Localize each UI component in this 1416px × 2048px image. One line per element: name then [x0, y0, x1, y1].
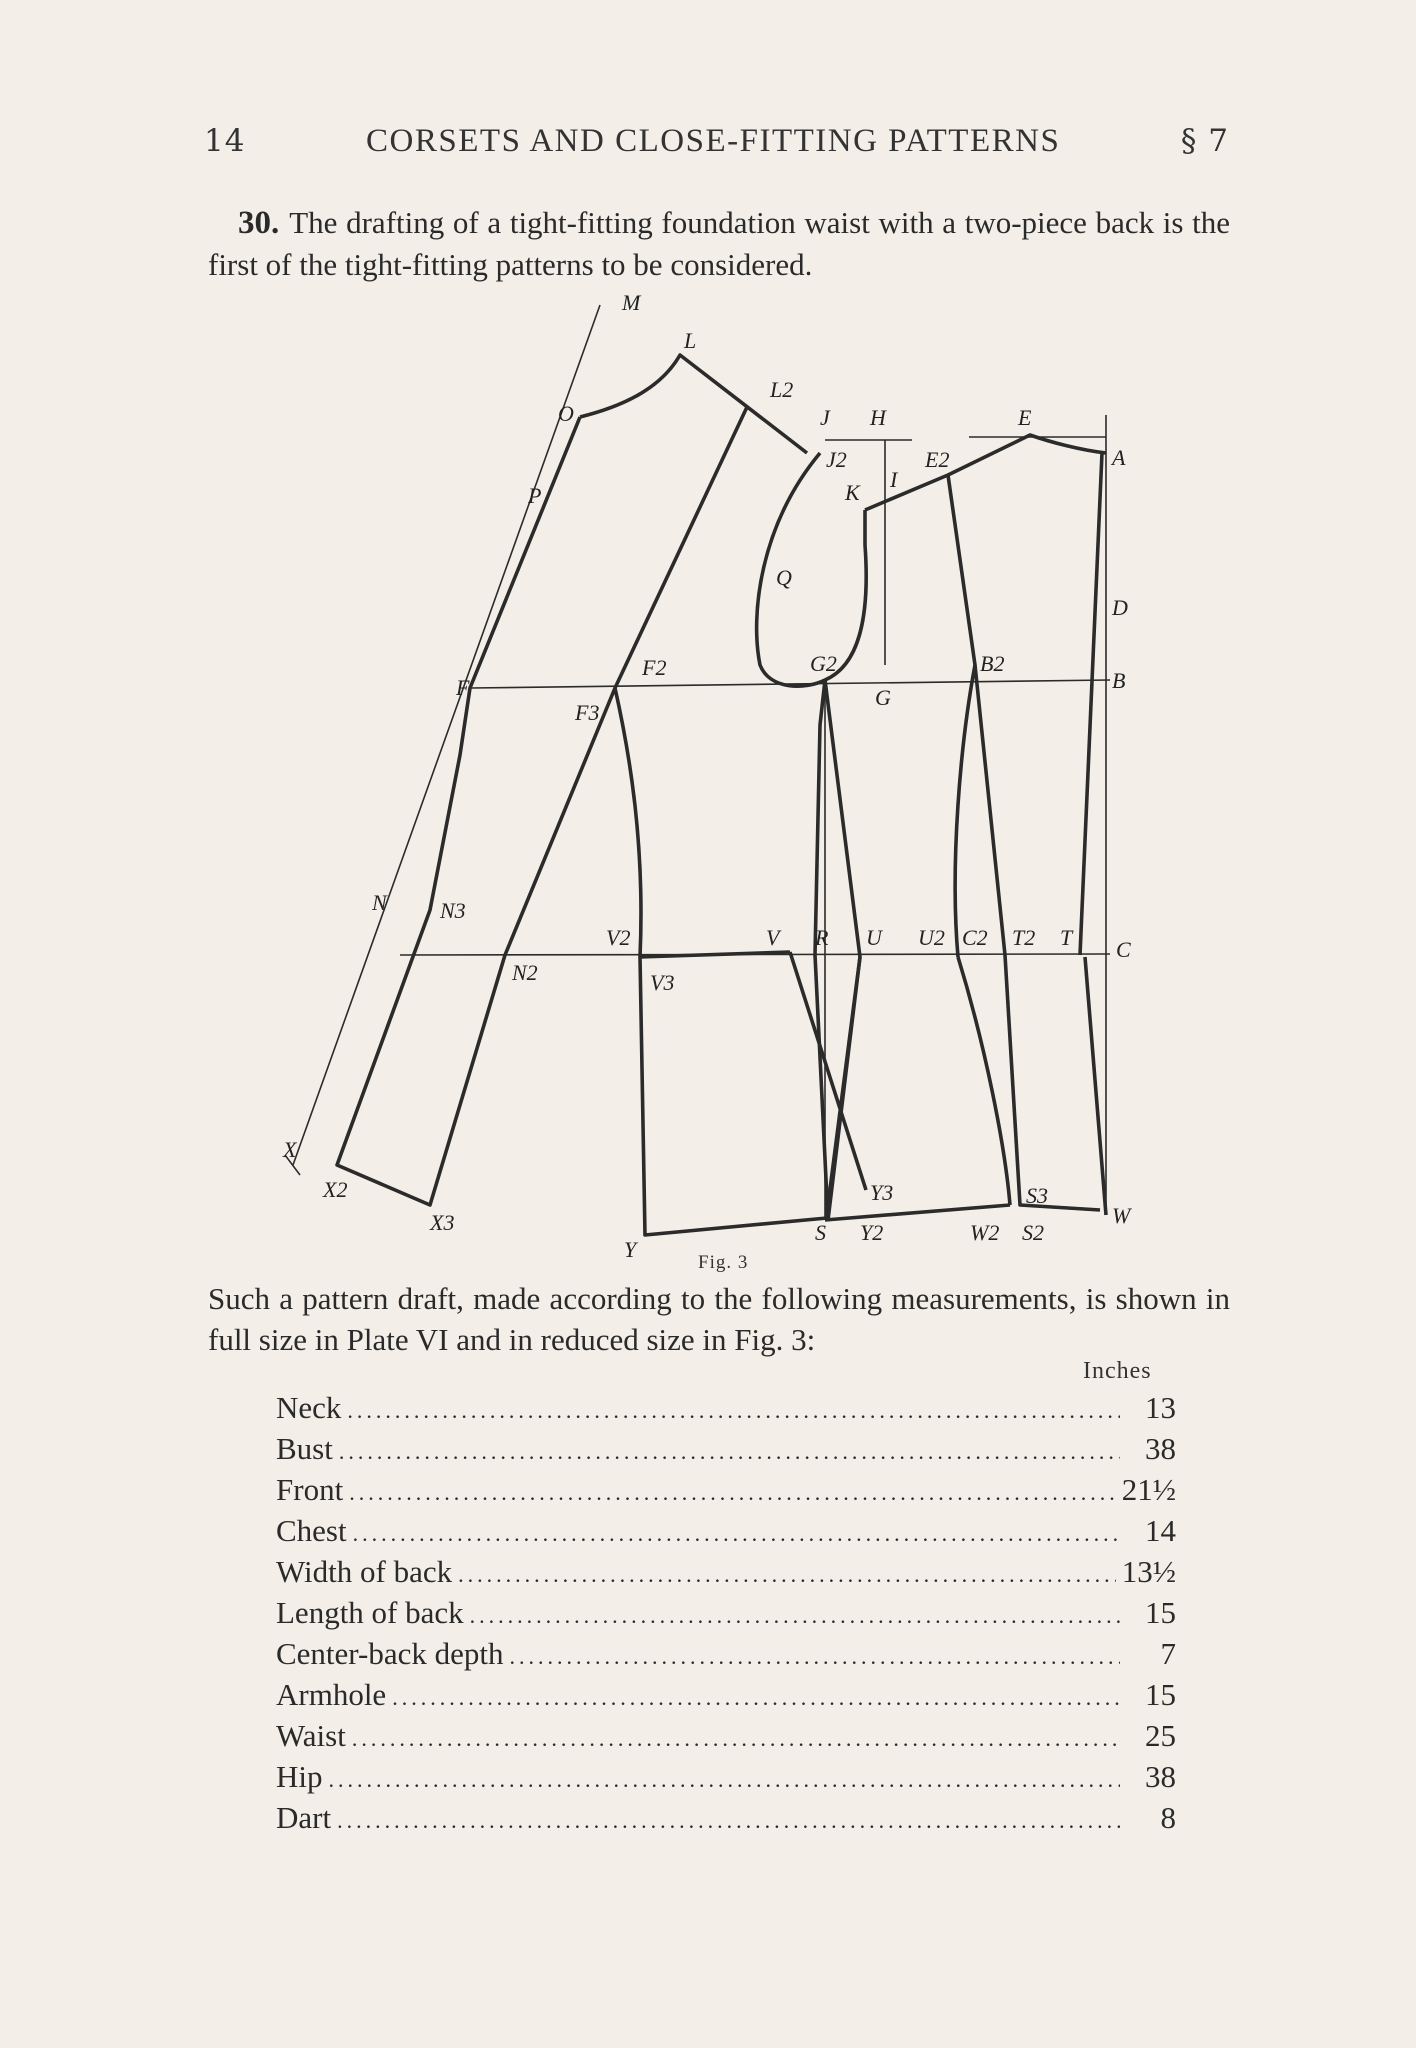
label-g: G [875, 685, 891, 710]
back-piece-outline [337, 407, 747, 1205]
page-header [204, 118, 1229, 164]
label-y2: Y2 [860, 1220, 884, 1245]
label-c2: C2 [962, 925, 988, 950]
measurement-row [276, 1677, 1176, 1718]
measurement-row [276, 1718, 1176, 1759]
intro-paragraph [208, 202, 1230, 285]
measurement-value: 13 [1145, 1390, 1176, 1425]
label-n: N [372, 890, 387, 915]
label-j2: J2 [826, 447, 847, 472]
label-u: U [866, 925, 882, 950]
units-heading: Inches [1083, 1358, 1152, 1384]
measurement-value: 15 [1145, 1595, 1176, 1630]
side-back-waist [640, 952, 790, 957]
measurement-row [276, 1472, 1176, 1513]
label-h: H [870, 405, 886, 430]
figure-caption: Fig. 3 [698, 1252, 749, 1273]
measurement-value: 38 [1145, 1431, 1176, 1466]
article-number: 30. [238, 205, 280, 241]
leader-dots [349, 1480, 1116, 1506]
measurement-name: Waist [276, 1718, 346, 1753]
measurements-table [276, 1390, 1176, 1841]
label-d: D [1112, 595, 1128, 620]
label-y: Y [624, 1237, 637, 1262]
label-v: V [766, 925, 780, 950]
front-edge [1080, 453, 1102, 955]
measurement-row [276, 1800, 1176, 1841]
label-r: R [815, 925, 829, 950]
underarm-left [815, 680, 828, 1220]
label-a: A [1112, 445, 1126, 470]
label-p: P [528, 483, 542, 508]
label-k: K [845, 480, 860, 505]
measurement-row [276, 1431, 1176, 1472]
measurement-name: Hip [276, 1759, 323, 1794]
label-i: I [890, 467, 898, 492]
label-x: X [283, 1137, 297, 1162]
label-q: Q [776, 565, 792, 590]
intro-text: The drafting of a tight-fitting foundation waist with a two-piece back is the first of the tight-fitting patterns to be considered. [208, 205, 1230, 282]
leader-dots [470, 1603, 1120, 1629]
measurement-row [276, 1390, 1176, 1431]
label-t: T [1060, 925, 1073, 950]
measurement-name: Front [276, 1472, 344, 1507]
section-mark: § 7 [1180, 123, 1229, 159]
measurement-row [276, 1595, 1176, 1636]
measurement-row [276, 1554, 1176, 1595]
front-dart-lower [958, 957, 1010, 1205]
leader-dots [339, 1439, 1120, 1465]
running-title: CORSETS AND CLOSE-FITTING PATTERNS [366, 122, 1061, 159]
label-x3: X3 [430, 1210, 455, 1235]
construction-line-mx [293, 305, 600, 1165]
label-e: E [1018, 405, 1032, 430]
leader-dots [329, 1767, 1121, 1793]
label-u2: U2 [918, 925, 945, 950]
pattern-draft-diagram [0, 285, 1416, 1275]
point-labels [282, 290, 1132, 1262]
label-v2: V2 [606, 925, 631, 950]
measurement-value: 21½ [1121, 1472, 1176, 1507]
label-n2: N2 [512, 960, 538, 985]
measurements-intro: Such a pattern draft, made according to the following measurements, is shown in full size in Plate VI and in reduced size in Fig. 3: [208, 1281, 1230, 1357]
side-back-outline [615, 688, 827, 1235]
pattern-figure [0, 285, 1416, 1275]
leader-dots [458, 1562, 1116, 1588]
label-o: O [558, 401, 574, 426]
measurement-value: 8 [1160, 1800, 1176, 1835]
leader-dots [337, 1808, 1120, 1834]
label-s2: S2 [1022, 1220, 1044, 1245]
measurement-value: 13½ [1121, 1554, 1176, 1589]
label-f: F [456, 675, 470, 700]
label-b2: B2 [980, 651, 1005, 676]
leader-dots [352, 1726, 1120, 1752]
leader-dots [347, 1398, 1120, 1424]
label-t2: T2 [1012, 925, 1036, 950]
leader-dots [353, 1521, 1120, 1547]
label-s3: S3 [1026, 1183, 1048, 1208]
measurement-name: Length of back [276, 1595, 464, 1630]
label-b: B [1112, 668, 1126, 693]
measurement-name: Bust [276, 1431, 333, 1466]
label-g2: G2 [810, 651, 837, 676]
label-e2: E2 [925, 447, 950, 472]
center-front-lower [1085, 957, 1106, 1215]
measurement-row [276, 1513, 1176, 1554]
label-c: C [1116, 937, 1131, 962]
label-y3: Y3 [870, 1180, 894, 1205]
measurement-value: 14 [1145, 1513, 1176, 1548]
front-outline [865, 475, 1100, 1210]
leader-dots [392, 1685, 1120, 1711]
leader-dots [509, 1644, 1120, 1670]
measurement-name: Neck [276, 1390, 342, 1425]
measurement-name: Center-back depth [276, 1636, 504, 1671]
label-w2: W2 [970, 1220, 1000, 1245]
measurement-value: 25 [1145, 1718, 1176, 1753]
measurement-value: 7 [1160, 1636, 1176, 1671]
measurement-name: Width of back [276, 1554, 453, 1589]
front-hem [825, 1205, 1010, 1220]
page-number: 14 [204, 123, 246, 159]
label-f2: F2 [642, 655, 667, 680]
measurement-row [276, 1636, 1176, 1677]
label-l: L [684, 328, 697, 353]
measurement-value: 15 [1145, 1677, 1176, 1712]
pattern-outlines [337, 355, 1106, 1235]
side-seam-cross-2 [826, 957, 860, 1220]
label-j: J [820, 405, 830, 430]
label-x2: X2 [323, 1177, 348, 1202]
label-l2: L2 [770, 377, 794, 402]
measurement-name: Armhole [276, 1677, 387, 1712]
label-v3: V3 [650, 970, 675, 995]
underarm-right [825, 680, 860, 1220]
label-s: S [815, 1220, 826, 1245]
label-m: M [622, 290, 641, 315]
neck-shoulder-curve [580, 355, 807, 453]
label-f3: F3 [575, 700, 600, 725]
front-neck [948, 435, 1106, 475]
measurement-name: Dart [276, 1800, 332, 1835]
measurement-value: 38 [1145, 1759, 1176, 1794]
measurement-row [276, 1759, 1176, 1800]
measurement-name: Chest [276, 1513, 347, 1548]
label-n3: N3 [440, 898, 466, 923]
label-w: W [1112, 1203, 1131, 1228]
front-dart-left [955, 665, 975, 957]
